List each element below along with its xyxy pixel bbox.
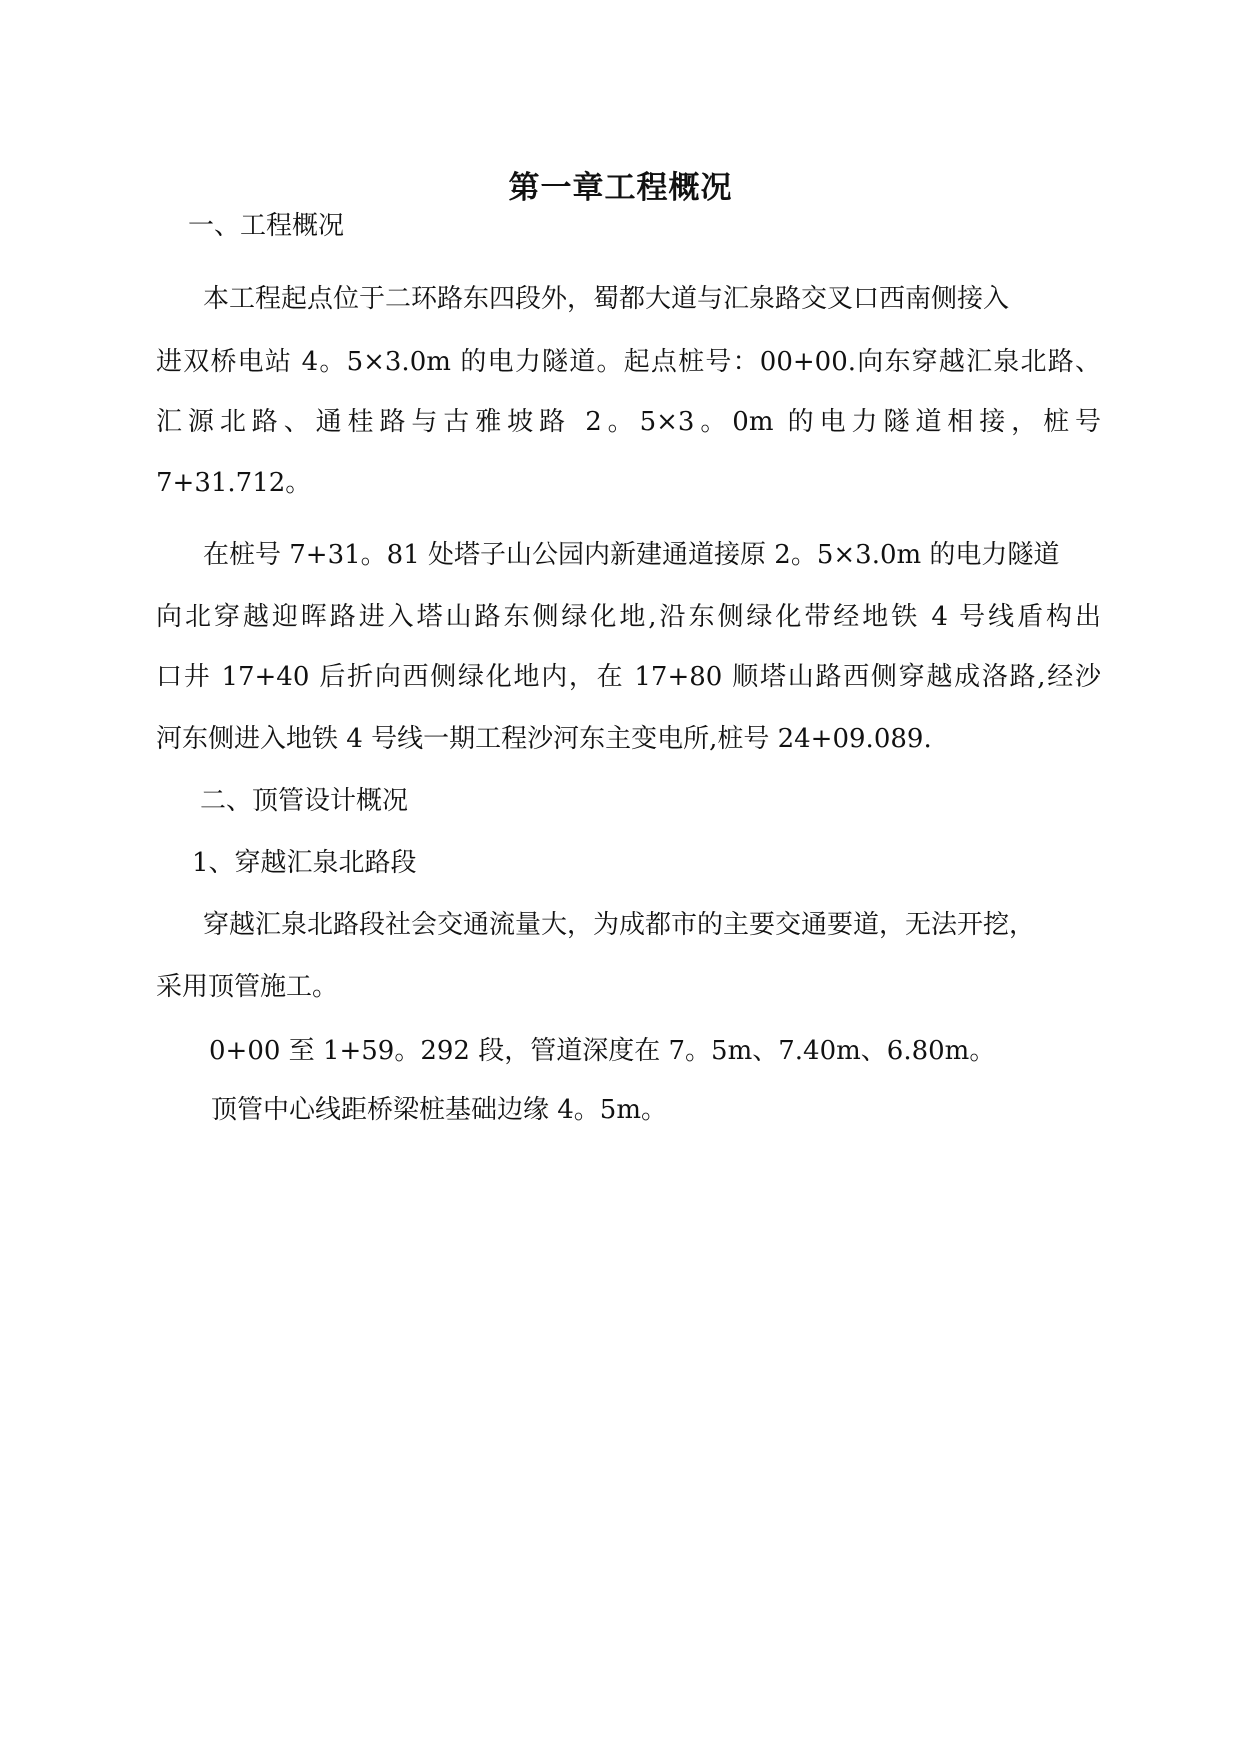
para2-line2: 向北穿越迎晖路进入塔山路东侧绿化地,沿东侧绿化带经地铁 4 号线盾构出 — [156, 602, 1101, 632]
para2-line4: 河东侧进入地铁 4 号线一期工程沙河东主变电所,桩号 24+09.089. — [156, 724, 932, 754]
para1-line3: 汇源北路、通桂路与古雅坡路 2。5×3。0m 的电力隧道相接，桩号 — [156, 407, 1101, 437]
para2-line3: 口井 17+40 后折向西侧绿化地内，在 17+80 顺塔山路西侧穿越成洛路,经沙 — [156, 662, 1101, 692]
section-heading-jacking-design: 二、顶管设计概况 — [200, 786, 409, 816]
chapter-title: 第一章工程概况 — [508, 170, 733, 206]
para5-centerline-distance: 顶管中心线距桥梁桩基础边缘 4。5m。 — [211, 1095, 668, 1125]
para1-line4: 7+31.712。 — [156, 468, 312, 498]
para3-line2: 采用顶管施工。 — [156, 972, 339, 1002]
para4-pipe-depth: 0+00 至 1+59。292 段，管道深度在 7。5m、7.40m、6.80m。 — [209, 1036, 996, 1066]
para1-line1: 本工程起点位于二环路东四段外，蜀都大道与汇泉路交叉口西南侧接入 — [203, 284, 1010, 314]
para1-line2: 进双桥电站 4。5×3.0m 的电力隧道。起点桩号：00+00.向东穿越汇泉北路、 — [156, 347, 1101, 377]
para2-line1: 在桩号 7+31。81 处塔子山公园内新建通道接原 2。5×3.0m 的电力隧道 — [203, 540, 1060, 570]
para3-line1: 穿越汇泉北路段社会交通流量大，为成都市的主要交通要道，无法开挖， — [203, 910, 1036, 940]
section-heading-project-overview: 一、工程概况 — [188, 211, 345, 241]
subsection-heading-huiquan-north-road: 1、穿越汇泉北路段 — [192, 848, 417, 878]
